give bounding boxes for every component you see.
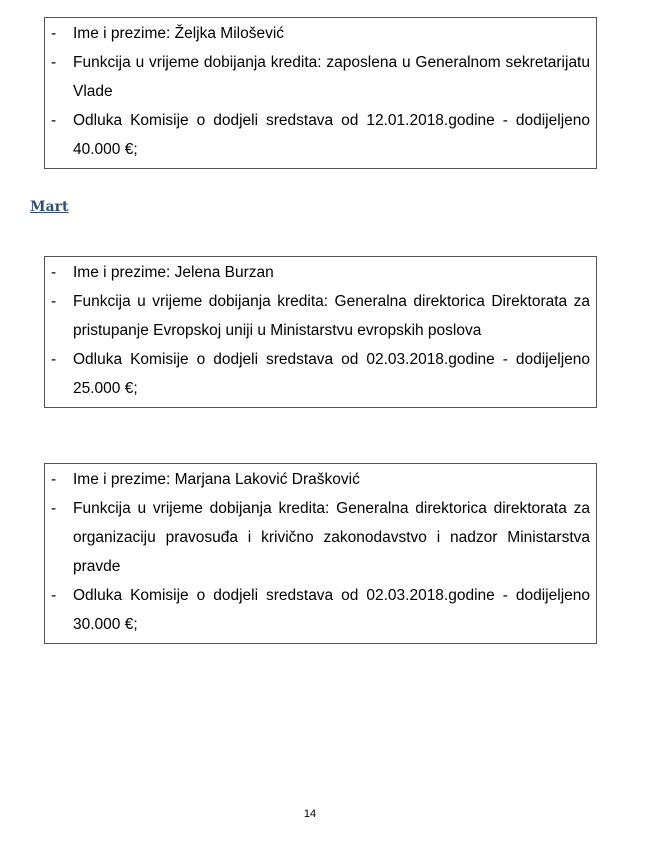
entry-name-item	[51, 258, 590, 287]
entry-name-item	[51, 19, 590, 48]
entry-function: Funkcija u vrijeme dobijanja kredita: zaposlena u Generalnom sekretarijatu Vlade	[73, 54, 590, 100]
bullet-dash: -	[51, 54, 57, 71]
bullet-dash: -	[51, 587, 57, 604]
bullet-dash: -	[51, 293, 57, 310]
entry-name: Ime i prezime: Jelena Burzan	[73, 264, 274, 281]
bullet-dash: -	[51, 471, 57, 488]
entry-function-item	[51, 48, 590, 106]
entry-name: Ime i prezime: Željka Milošević	[73, 25, 285, 42]
entry-decision: Odluka Komisije o dodjeli sredstava od 02.03.2018.godine - dodijeljeno 25.000 €;	[73, 351, 590, 397]
bullet-dash: -	[51, 25, 57, 42]
page-number: 14	[303, 808, 317, 820]
entry-decision-item	[51, 106, 590, 164]
entry-function: Funkcija u vrijeme dobijanja kredita: Generalna direktorica Direktorata za pristupanje Evropskoj uniji u Ministarstvu evropskih poslova	[73, 293, 590, 339]
bullet-dash: -	[51, 351, 57, 368]
entry-decision: Odluka Komisije o dodjeli sredstava od 02.03.2018.godine - dodijeljeno 30.000 €;	[73, 587, 590, 633]
section-heading-mart: Mart	[30, 199, 69, 215]
entry-decision: Odluka Komisije o dodjeli sredstava od 12.01.2018.godine - dodijeljeno 40.000 €;	[73, 112, 590, 158]
entry-decision-item	[51, 345, 590, 403]
entry-box-lakovic-draskovic	[44, 463, 597, 644]
bullet-dash: -	[51, 112, 57, 129]
entry-function-item	[51, 287, 590, 345]
bullet-dash: -	[51, 500, 57, 517]
entry-function-item	[51, 494, 590, 581]
bullet-dash: -	[51, 264, 57, 281]
entry-name: Ime i prezime: Marjana Laković Drašković	[73, 471, 360, 488]
entry-box-burzan	[44, 256, 597, 408]
entry-decision-item	[51, 581, 590, 639]
entry-box-milosevic	[44, 17, 597, 169]
entry-name-item	[51, 465, 590, 494]
entry-function: Funkcija u vrijeme dobijanja kredita: Generalna direktorica direktorata za organizaciju pravosuđa i krivično zakonodavstvo i nadzor Ministarstva pravde	[73, 500, 590, 575]
